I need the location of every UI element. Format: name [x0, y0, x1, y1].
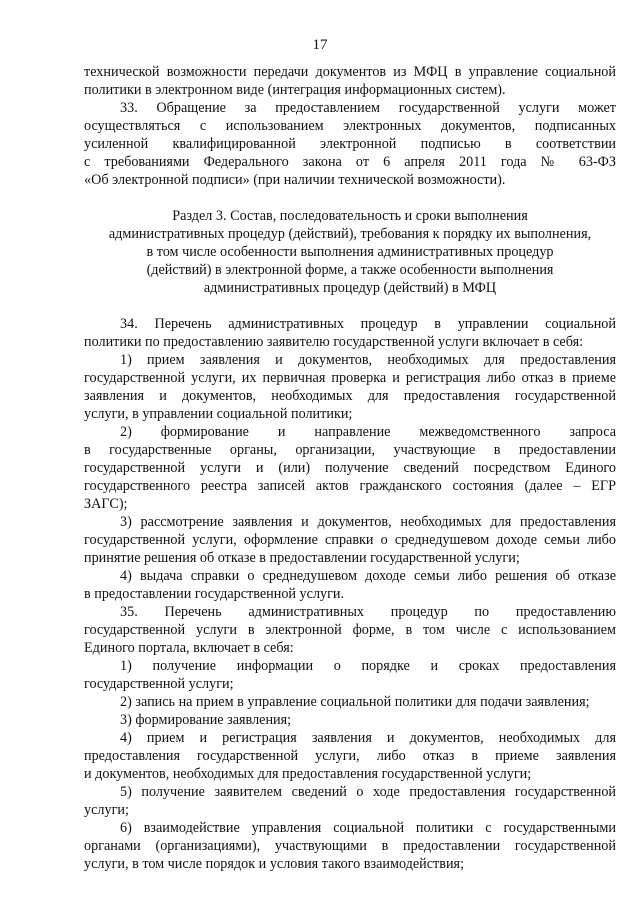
document-body: [84, 63, 616, 873]
text-line: услуги, в том числе порядок и условия такого взаимодействия;: [84, 856, 465, 872]
text-line: государственной услуги, оформление справки о среднедушевом доходе семьи либо: [84, 532, 616, 548]
heading-line: Раздел 3. Состав, последовательность и сроки выполнения: [172, 208, 528, 224]
text-line: ЗАГС);: [84, 496, 128, 512]
text-line: государственной услуги;: [84, 676, 234, 692]
text-line: 1) получение информации о порядке и сроках предоставления: [120, 658, 616, 674]
heading-line: в том числе особенности выполнения административных процедур: [146, 244, 554, 260]
text-line: политики в электронном виде (интеграция информационных систем).: [84, 82, 506, 98]
text-line: государственной услуги и (или) получение сведений посредством Единого: [84, 460, 616, 476]
heading-line: (действий) в электронной форме, а также особенности выполнения: [146, 262, 554, 278]
text-line: 3) рассмотрение заявления и документов, необходимых для предоставления: [120, 514, 616, 530]
text-line: 5) получение заявителем сведений о ходе предоставления государственной: [120, 784, 616, 800]
text-line: предоставления государственной услуги, либо отказ в приеме заявления: [84, 748, 616, 764]
text-line: государственной услуги, их первичная проверка и регистрация либо отказ в приеме: [84, 370, 616, 386]
page-number: 17: [312, 37, 328, 53]
text-line: 33. Обращение за предоставлением государственной услуги может: [120, 100, 616, 116]
text-line: в государственные органы, организации, участвующие в предоставлении: [84, 442, 616, 458]
heading-line: административных процедур (действий), требования к порядку их выполнения,: [108, 226, 592, 242]
text-line: 35. Перечень административных процедур по предоставлению: [120, 604, 616, 620]
text-line: заявления и документов, необходимых для предоставления государственной: [84, 388, 616, 404]
text-line: 3) формирование заявления;: [120, 712, 292, 728]
text-line: технической возможности передачи документов из МФЦ в управление социальной: [84, 64, 616, 80]
text-line: органами (организациями), участвующими в предоставлении государственной: [84, 838, 616, 854]
text-line: 2) формирование и направление межведомственного запроса: [120, 424, 616, 440]
text-line: осуществляться с использованием электронных документов, подписанных: [84, 118, 616, 134]
text-line: услуги;: [84, 802, 129, 818]
text-line: услуги, в управлении социальной политики;: [84, 406, 353, 422]
text-line: 34. Перечень административных процедур в управлении социальной: [120, 316, 616, 332]
text-line: 2) запись на прием в управление социальной политики для подачи заявления;: [120, 694, 590, 710]
text-line: 1) прием заявления и документов, необходимых для предоставления: [120, 352, 616, 368]
spacer: [84, 189, 616, 207]
text-line: усиленной квалифицированной электронной подписью в соответствии: [84, 136, 616, 152]
text-line: с требованиями Федерального закона от 6 апреля 2011 года № 63-ФЗ: [84, 154, 616, 170]
text-line: в предоставлении государственной услуги.: [84, 586, 345, 602]
text-line: и документов, необходимых для предоставления государственной услуги;: [84, 766, 532, 782]
text-line: 4) прием и регистрация заявления и документов, необходимых для: [120, 730, 616, 746]
text-line: принятие решения об отказе в предоставлении государственной услуги;: [84, 550, 520, 566]
text-line: государственного реестра записей актов гражданского состояния (далее – ЕГР: [84, 478, 616, 494]
text-line: 4) выдача справки о среднедушевом доходе семьи либо решения об отказе: [120, 568, 616, 584]
text-line: «Об электронной подписи» (при наличии технической возможности).: [84, 172, 506, 188]
intro-paragraphs: [84, 63, 616, 189]
section-paragraphs: [84, 315, 616, 873]
text-line: политики по предоставлению заявителю государственной услуги включает в себя:: [84, 334, 584, 350]
heading-line: административных процедур (действий) в МФЦ: [203, 280, 497, 296]
text-line: 6) взаимодействие управления социальной политики с государственными: [120, 820, 616, 836]
text-line: Единого портала, включает в себя:: [84, 640, 294, 656]
section-heading: [84, 207, 616, 297]
text-line: государственной услуги в электронной форме, в том числе с использованием: [84, 622, 616, 638]
spacer: [84, 297, 616, 315]
